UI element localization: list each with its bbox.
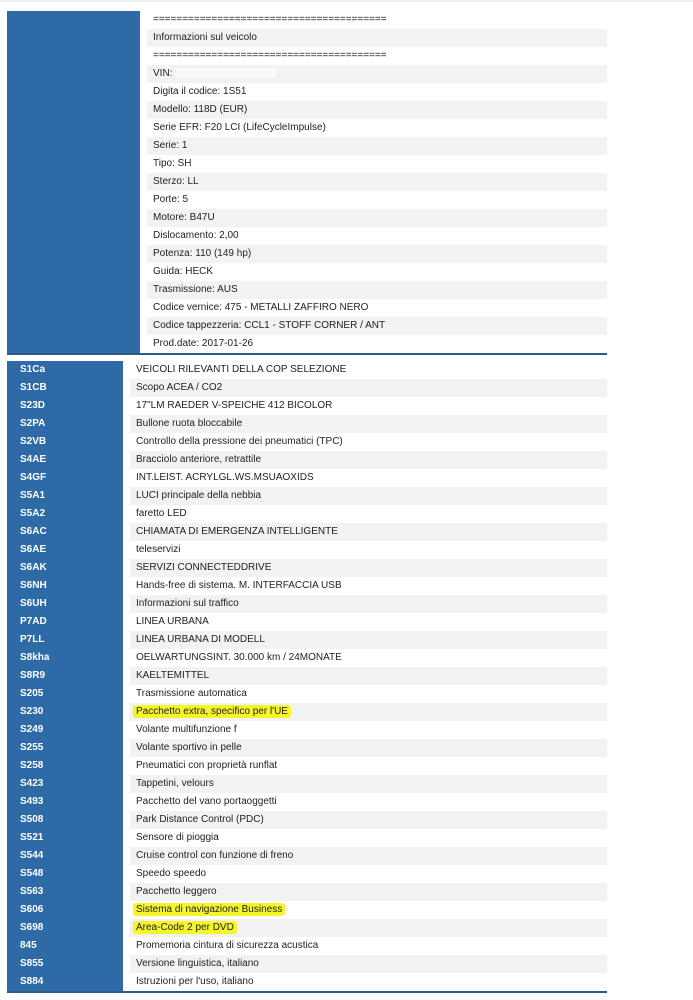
option-row	[7, 379, 607, 397]
option-description-cell	[130, 919, 607, 937]
option-description-cell	[130, 865, 607, 883]
option-description: Controllo della pressione dei pneumatici (TPC)	[136, 436, 343, 447]
option-code: S205	[7, 685, 123, 703]
vehicle-info-text: Codice vernice: 475 - METALLI ZAFFIRO NERO	[153, 302, 369, 313]
option-code: S23D	[7, 397, 123, 415]
option-description: Speedo speedo	[136, 868, 207, 879]
option-code: S508	[7, 811, 123, 829]
option-description-cell	[130, 955, 607, 973]
options-bottom-border	[7, 991, 607, 993]
option-code: S2VB	[7, 433, 123, 451]
option-code: S6AC	[7, 523, 123, 541]
option-description: Trasmissione automatica	[136, 688, 247, 699]
option-row	[7, 775, 607, 793]
vehicle-info-text: Potenza: 110 (149 hp)	[153, 248, 252, 259]
option-code: S423	[7, 775, 123, 793]
vehicle-info-row	[147, 11, 607, 29]
option-description-cell	[130, 523, 607, 541]
option-description-cell	[130, 685, 607, 703]
vehicle-info-text: Informazioni sul veicolo	[153, 32, 257, 43]
option-code: S5A2	[7, 505, 123, 523]
option-code: S884	[7, 973, 123, 991]
option-row	[7, 631, 607, 649]
vehicle-info-text: Modello: 118D (EUR)	[153, 104, 248, 115]
top-divider	[0, 0, 693, 2]
option-row	[7, 649, 607, 667]
vehicle-info-text: Motore: B47U	[153, 212, 215, 223]
option-description: Park Distance Control (PDC)	[136, 814, 264, 825]
option-row	[7, 883, 607, 901]
option-code: S6NH	[7, 577, 123, 595]
highlighted-option-description: Sistema di navigazione Business	[133, 903, 285, 916]
vehicle-info-row	[147, 155, 607, 173]
vehicle-info-row	[147, 47, 607, 65]
vehicle-info-row	[147, 317, 607, 335]
option-description: LUCI principale della nebbia	[136, 490, 262, 501]
option-description-cell	[130, 757, 607, 775]
vehicle-info-bottom-border	[7, 353, 607, 355]
option-description-cell	[130, 847, 607, 865]
option-description: KAELTEMITTEL	[136, 670, 210, 681]
vehicle-info-row	[147, 137, 607, 155]
option-code: S5A1	[7, 487, 123, 505]
redacted-vin	[176, 68, 276, 78]
option-row	[7, 559, 607, 577]
vehicle-info-row	[147, 227, 607, 245]
option-code: S6AE	[7, 541, 123, 559]
option-description: Bracciolo anteriore, retrattile	[136, 454, 262, 465]
option-description: Versione linguistica, italiano	[136, 958, 259, 969]
option-description-cell	[130, 667, 607, 685]
option-row	[7, 973, 607, 991]
option-code: S255	[7, 739, 123, 757]
option-description: OELWARTUNGSINT. 30.000 km / 24MONATE	[136, 652, 342, 663]
option-description: LINEA URBANA	[136, 616, 209, 627]
option-row	[7, 541, 607, 559]
option-code: S606	[7, 901, 123, 919]
option-description: Pacchetto del vano portaoggetti	[136, 796, 277, 807]
vehicle-info-text: Codice tappezzeria: CCL1 - STOFF CORNER / ANT	[153, 320, 386, 331]
option-description-cell	[130, 559, 607, 577]
option-row	[7, 505, 607, 523]
option-row	[7, 361, 607, 379]
vehicle-info-text: Prod.date: 2017-01-26	[153, 338, 254, 349]
option-row	[7, 487, 607, 505]
option-code: S249	[7, 721, 123, 739]
option-description-cell	[130, 649, 607, 667]
option-row	[7, 433, 607, 451]
option-row	[7, 901, 607, 919]
option-description-cell	[130, 397, 607, 415]
option-description: Tappetini, velours	[136, 778, 214, 789]
option-row	[7, 469, 607, 487]
vehicle-info-row	[147, 209, 607, 227]
option-description-cell	[130, 703, 607, 721]
vehicle-info-rows	[147, 11, 607, 353]
option-description-cell	[130, 829, 607, 847]
option-description: INT.LEIST. ACRYLGL.WS.MSUAOXIDS	[136, 472, 314, 483]
vehicle-info-row	[147, 29, 607, 47]
vehicle-info-row	[147, 335, 607, 353]
option-description-cell	[130, 721, 607, 739]
option-row	[7, 955, 607, 973]
vehicle-info-text: ========================================	[153, 50, 387, 61]
vehicle-info-text: Trasmissione: AUS	[153, 284, 238, 295]
option-code: S548	[7, 865, 123, 883]
option-row	[7, 721, 607, 739]
option-code: P7AD	[7, 613, 123, 631]
vehicle-info-text: Serie: 1	[153, 140, 188, 151]
option-row	[7, 577, 607, 595]
option-row	[7, 595, 607, 613]
option-description: Cruise control con funzione di freno	[136, 850, 294, 861]
vehicle-info-row	[147, 245, 607, 263]
vehicle-info-text: ========================================	[153, 14, 387, 25]
vehicle-info-text: Guida: HECK	[153, 266, 214, 277]
option-code: S544	[7, 847, 123, 865]
option-row	[7, 811, 607, 829]
option-row	[7, 415, 607, 433]
option-code: S6AK	[7, 559, 123, 577]
option-row	[7, 739, 607, 757]
option-code: S8kha	[7, 649, 123, 667]
option-description-cell	[130, 739, 607, 757]
option-description-cell	[130, 811, 607, 829]
option-description-cell	[130, 469, 607, 487]
option-description: VEICOLI RILEVANTI DELLA COP SELEZIONE	[136, 364, 347, 375]
vehicle-info-text: Digita il codice: 1S51	[153, 86, 247, 97]
option-row	[7, 829, 607, 847]
option-description-cell	[130, 793, 607, 811]
option-row	[7, 703, 607, 721]
option-code: S1CB	[7, 379, 123, 397]
option-description: Hands-free di sistema. M. INTERFACCIA USB	[136, 580, 342, 591]
option-row	[7, 919, 607, 937]
option-code: S4GF	[7, 469, 123, 487]
option-row	[7, 793, 607, 811]
option-description-cell	[130, 577, 607, 595]
option-row	[7, 451, 607, 469]
option-description: Istruzioni per l'uso, italiano	[136, 976, 254, 987]
option-description-cell	[130, 595, 607, 613]
option-description-cell	[130, 613, 607, 631]
option-description: Sensore di pioggia	[136, 832, 219, 843]
vehicle-info-sidebar	[7, 11, 140, 353]
option-description-cell	[130, 451, 607, 469]
vehicle-info-row	[147, 101, 607, 119]
option-description-cell	[130, 631, 607, 649]
vehicle-info-row	[147, 191, 607, 209]
option-description-cell	[130, 433, 607, 451]
option-description: Informazioni sul traffico	[136, 598, 239, 609]
vehicle-info-text: Serie EFR: F20 LCI (LifeCycleImpulse)	[153, 122, 326, 133]
option-description-cell	[130, 361, 607, 379]
option-description: Volante sportivo in pelle	[136, 742, 242, 753]
vehicle-info-text: VIN:	[153, 68, 173, 79]
highlighted-option-description: Pacchetto extra, specifico per l'UE	[133, 705, 291, 718]
option-code: S855	[7, 955, 123, 973]
option-description: Bullone ruota bloccabile	[136, 418, 243, 429]
option-row	[7, 397, 607, 415]
option-description: Pneumatici con proprietà runflat	[136, 760, 278, 771]
vehicle-info-text: Porte: 5	[153, 194, 189, 205]
vehicle-info-row	[147, 83, 607, 101]
option-row	[7, 847, 607, 865]
vehicle-info-row	[147, 65, 607, 83]
option-code: S698	[7, 919, 123, 937]
option-description-cell	[130, 487, 607, 505]
option-code: S4AE	[7, 451, 123, 469]
option-code: S230	[7, 703, 123, 721]
option-code: S258	[7, 757, 123, 775]
vehicle-info-row	[147, 281, 607, 299]
option-description: Scopo ACEA / CO2	[136, 382, 223, 393]
option-code: S563	[7, 883, 123, 901]
option-description-cell	[130, 541, 607, 559]
vehicle-info-row	[147, 173, 607, 191]
option-description-cell	[130, 901, 607, 919]
option-row	[7, 937, 607, 955]
vehicle-info-text: Sterzo: LL	[153, 176, 199, 187]
option-row	[7, 757, 607, 775]
vehicle-info-row	[147, 299, 607, 317]
option-code: S8R9	[7, 667, 123, 685]
option-description-cell	[130, 937, 607, 955]
option-description: Pacchetto leggero	[136, 886, 217, 897]
option-description: LINEA URBANA DI MODELL	[136, 634, 265, 645]
option-code: S2PA	[7, 415, 123, 433]
option-code: S493	[7, 793, 123, 811]
option-row	[7, 523, 607, 541]
option-description-cell	[130, 379, 607, 397]
option-row	[7, 667, 607, 685]
option-code: S6UH	[7, 595, 123, 613]
option-description-cell	[130, 973, 607, 991]
option-description: faretto LED	[136, 508, 187, 519]
vehicle-info-text: Dislocamento: 2,00	[153, 230, 239, 241]
option-description-cell	[130, 415, 607, 433]
option-code: 845	[7, 937, 123, 955]
option-row	[7, 613, 607, 631]
option-description: teleservizi	[136, 544, 181, 555]
option-code: S1Ca	[7, 361, 123, 379]
option-description: 17"LM RAEDER V-SPEICHE 412 BICOLOR	[136, 400, 333, 411]
option-code: P7LL	[7, 631, 123, 649]
vehicle-info-row	[147, 263, 607, 281]
vehicle-info-block	[7, 11, 607, 353]
option-description: Promemoria cintura di sicurezza acustica	[136, 940, 319, 951]
option-code: S521	[7, 829, 123, 847]
vehicle-info-row	[147, 119, 607, 137]
option-description: Volante multifunzione f	[136, 724, 237, 735]
option-description-cell	[130, 505, 607, 523]
highlighted-option-description: Area-Code 2 per DVD	[133, 921, 237, 934]
options-table	[7, 361, 607, 991]
option-description-cell	[130, 775, 607, 793]
option-row	[7, 685, 607, 703]
option-description: SERVIZI CONNECTEDDRIVE	[136, 562, 272, 573]
option-description-cell	[130, 883, 607, 901]
option-description: CHIAMATA DI EMERGENZA INTELLIGENTE	[136, 526, 338, 537]
option-row	[7, 865, 607, 883]
vehicle-info-text: Tipo: SH	[153, 158, 192, 169]
